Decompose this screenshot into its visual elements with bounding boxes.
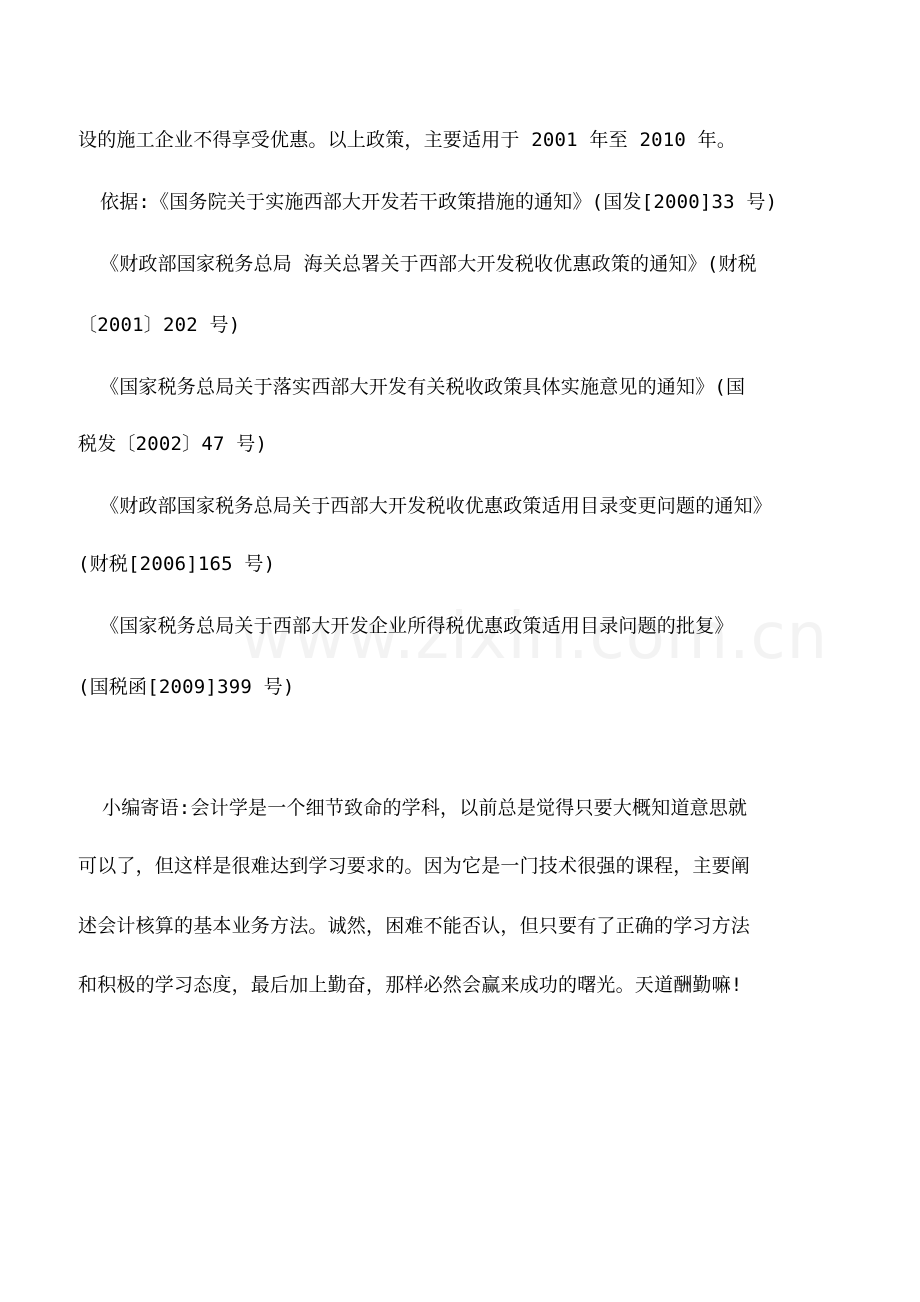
reference-line: (国税函[2009]399 号) [78,676,295,698]
reference-line: 《财政部国家税务总局 海关总署关于西部大开发税收优惠政策的通知》(财税 [100,253,757,275]
note-line: 和积极的学习态度，最后加上勤奋，那样必然会赢来成功的曙光。天道酬勤嘛! [78,974,743,996]
reference-line: 《国家税务总局关于西部大开发企业所得税优惠政策适用目录问题的批复》 [100,615,734,637]
reference-line: 依据:《国务院关于实施西部大开发若干政策措施的通知》(国发[2000]33 号) [100,191,778,213]
note-line: 小编寄语:会计学是一个细节致命的学科，以前总是觉得只要大概知道意思就 [102,797,748,819]
text-line: 设的施工企业不得享受优惠。以上政策，主要适用于 2001 年至 2010 年。 [78,129,737,151]
reference-line: 税发〔2002〕47 号) [78,433,268,455]
reference-line: 《国家税务总局关于落实西部大开发有关税收政策具体实施意见的通知》(国 [100,376,746,398]
reference-line: 〔2001〕202 号) [78,314,241,336]
reference-line: 《财政部国家税务总局关于西部大开发税收优惠政策适用目录变更问题的通知》 [100,495,773,517]
note-line: 可以了，但这样是很难达到学习要求的。因为它是一门技术很强的课程，主要阐 [78,855,751,877]
reference-line: (财税[2006]165 号) [78,553,276,575]
note-line: 述会计核算的基本业务方法。诚然，困难不能否认，但只要有了正确的学习方法 [78,915,751,937]
